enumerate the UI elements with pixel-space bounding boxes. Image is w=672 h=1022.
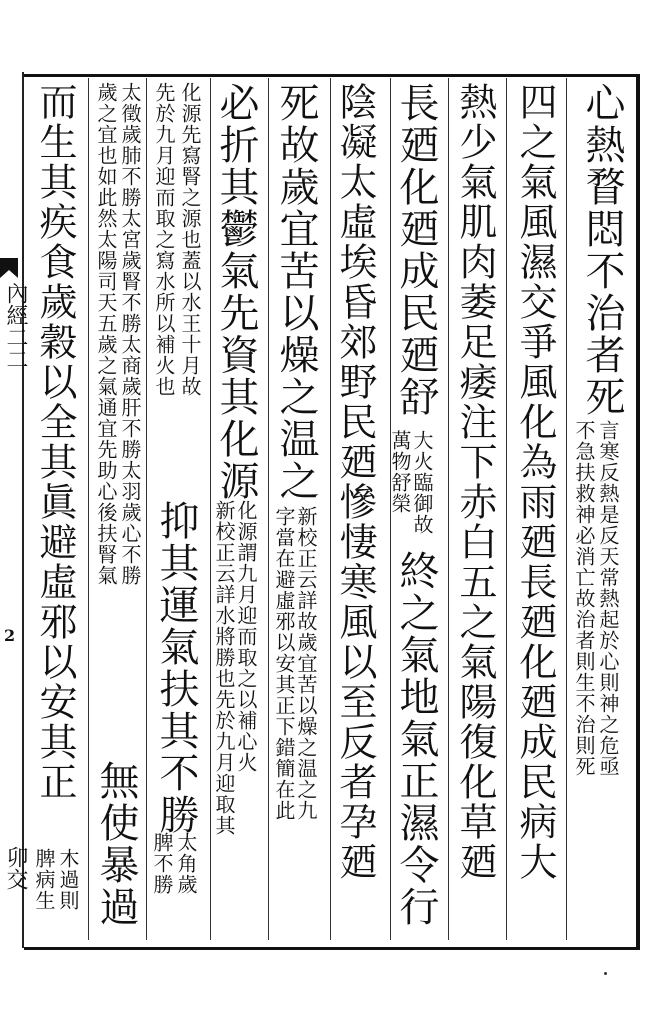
- annotation-line: 歲之宜也如此然太陽司天五歲之氣通宜先助心後扶腎氣: [94, 82, 118, 586]
- annotation-line: 木過則: [56, 848, 80, 911]
- main-text-column: 熱少氣肌肉萎足痿注下赤白五之氣陽復化草廼: [453, 82, 497, 882]
- column-rule: [448, 78, 449, 940]
- main-text-column: 抑其運氣扶其不勝: [153, 500, 199, 836]
- annotation-line: 言寒反熱是反天常熱起於心則神之危亟: [596, 420, 620, 777]
- annotation-line: 先於九月迎而取之寫水所以補火也: [152, 82, 176, 397]
- annotation-line: 太角歲: [174, 832, 198, 895]
- main-text-column: 四之氣風濕交爭風化為雨廼長廼化廼成民病大: [513, 82, 557, 882]
- column-rule: [330, 78, 331, 940]
- annotation-line: 新校正云詳水將勝也先於九月迎取其: [212, 500, 236, 836]
- annotation-line: 不急扶救神必消亡故治者則生不治則死: [572, 420, 596, 777]
- column-rule: [268, 78, 269, 940]
- main-text-column: 必折其鬱氣先資其化源: [213, 82, 259, 502]
- column-rule: [566, 78, 567, 940]
- annotation-line: 大火臨御故: [410, 430, 434, 535]
- speck: [604, 972, 607, 975]
- chapter-mark: 內經二二: [3, 282, 28, 370]
- annotation-line: 萬物舒榮: [388, 430, 412, 514]
- main-text-column: 心熱瞀悶不治者死: [579, 82, 625, 418]
- fish-tail-mark-icon: [0, 258, 18, 278]
- annotation-line: 太徵歲肺不勝太宮歲腎不勝太商歲肝不勝太羽歲心不勝: [118, 82, 142, 586]
- column-rule: [88, 78, 89, 940]
- annotation-line: 化源謂九月迎而取之以補心火: [234, 500, 258, 773]
- bottom-mark: 卯交: [3, 846, 28, 890]
- column-rule: [146, 78, 147, 940]
- main-text-column: 終之氣地氣正濕令行: [393, 550, 439, 928]
- main-text-column: 死故歲宜苦以燥之温之: [273, 82, 319, 502]
- page-number: 2: [4, 626, 16, 645]
- main-text-column: 長廼化廼成民廼舒: [393, 82, 439, 418]
- annotation-line: 字當在避虛邪以安其正下錯簡在此: [272, 506, 296, 821]
- annotation-line: 脾不勝: [150, 832, 174, 895]
- annotation-line: 脾病生: [32, 848, 56, 911]
- column-rule: [210, 78, 211, 940]
- annotation-line: 化源先寫腎之源也蓋以水王十月故: [178, 82, 202, 397]
- main-text-column: 無使暴過: [93, 760, 139, 928]
- main-text-column: 陰凝太虛埃昏郊野民廼慘悽寒風以至反者孕廼: [333, 82, 377, 882]
- annotation-line: 新校正云詳故歲宜苦以燥之温之九: [294, 506, 318, 821]
- column-rule: [506, 78, 507, 940]
- main-text-column: 而生其疾食歲穀以全其眞避虛邪以安其正: [33, 82, 77, 802]
